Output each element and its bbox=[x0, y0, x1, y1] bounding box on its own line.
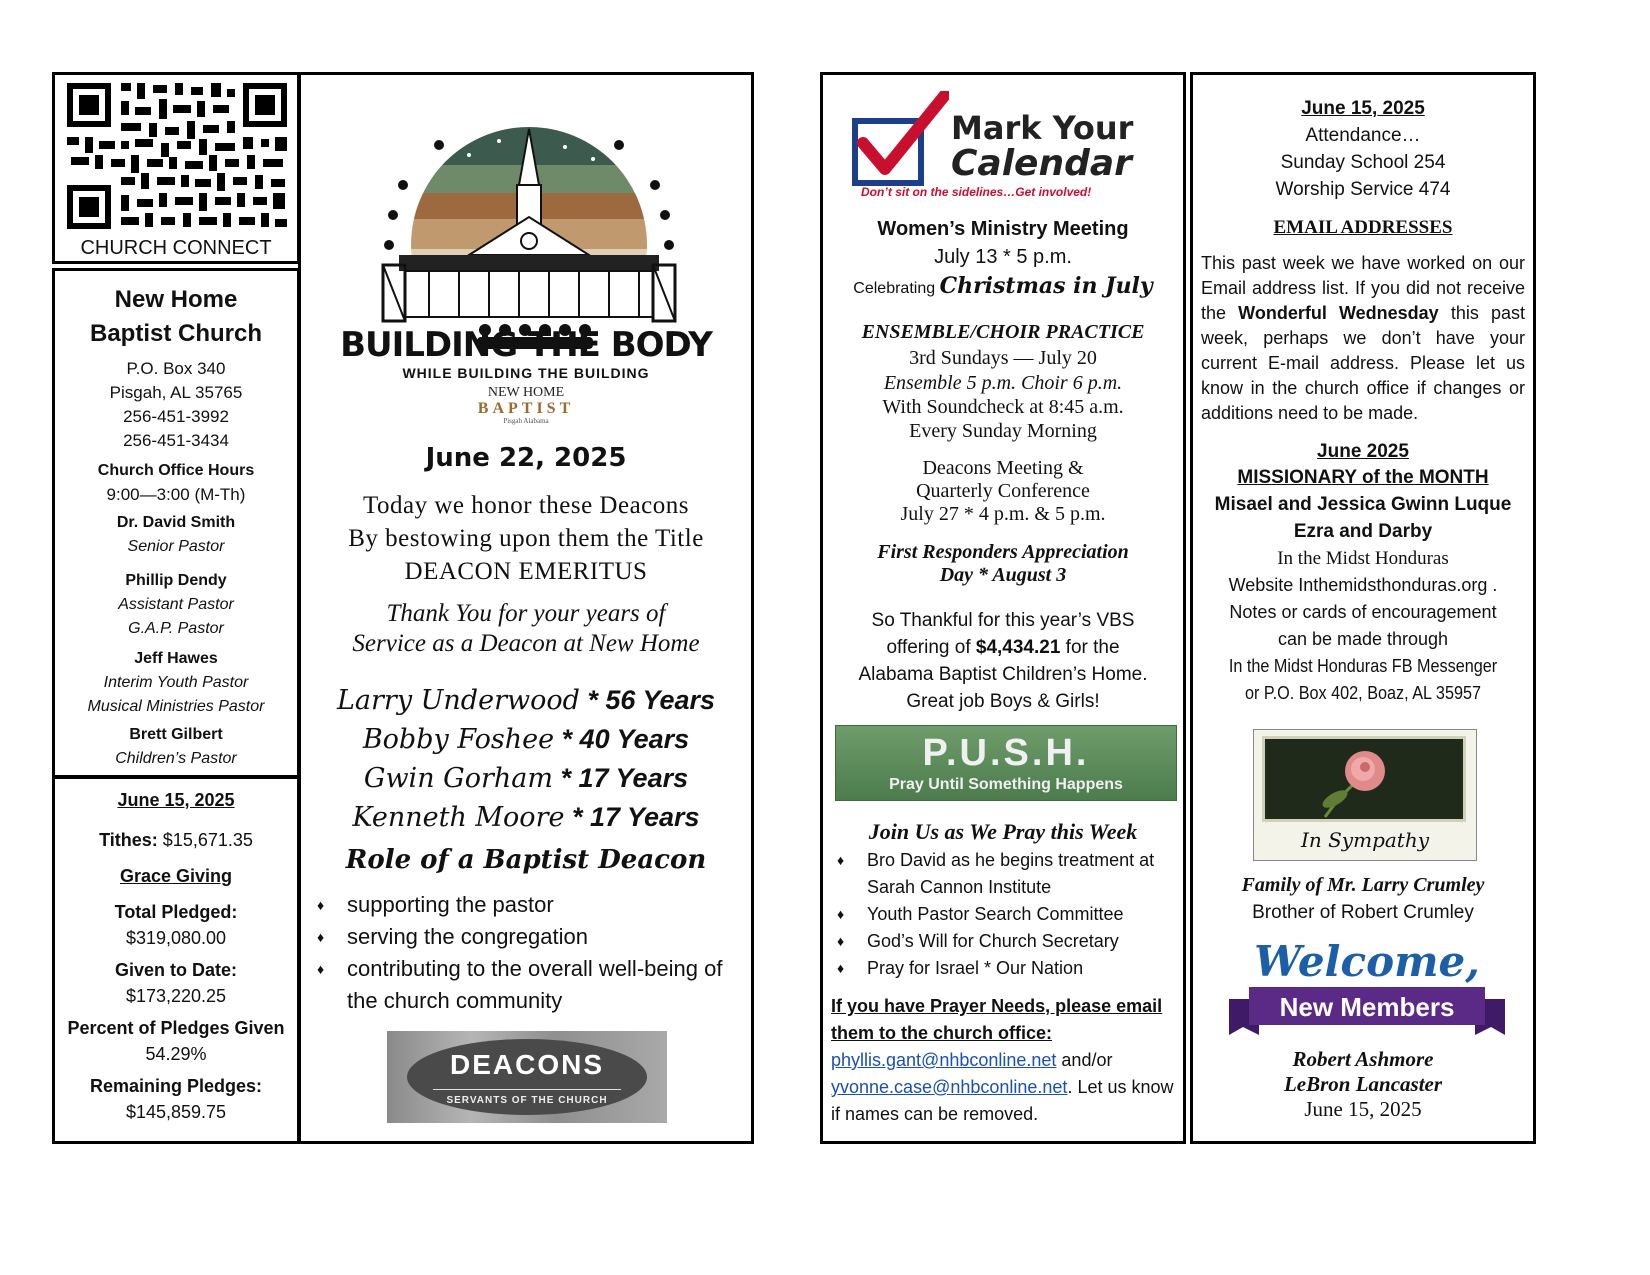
role-item: ♦ contributing to the overall well-being of the church community bbox=[309, 953, 737, 1017]
calendar-logo bbox=[841, 89, 1169, 201]
wonderful-wednesday: Wonderful Wednesday bbox=[1238, 303, 1439, 323]
staff-title: Senior Pastor bbox=[127, 538, 225, 555]
service-date: June 22, 2025 bbox=[425, 443, 627, 473]
new-home-mark bbox=[301, 385, 751, 425]
deacon-entry bbox=[301, 681, 751, 720]
staff-title: Assistant Pastor bbox=[118, 596, 234, 613]
sympathy-card bbox=[1253, 729, 1477, 861]
vbs-line: Great job Boys & Girls! bbox=[906, 691, 1100, 712]
missionary-name: Ezra and Darby bbox=[1293, 521, 1433, 542]
attendance-line: Attendance… bbox=[1305, 125, 1421, 146]
deacon-years: * 17 Years bbox=[552, 763, 689, 793]
vbs-pre: offering of bbox=[886, 637, 976, 658]
missionary-name: Misael and Jessica Gwinn Luque bbox=[1214, 494, 1512, 515]
sympathy-family: Family of Mr. Larry Crumley bbox=[1241, 874, 1485, 896]
address-line: P.O. Box 340 bbox=[126, 359, 226, 378]
staff-member bbox=[55, 569, 297, 641]
email-tail: . Let us know if names can be removed. bbox=[831, 1077, 1174, 1124]
calendar-logo-line2: Calendar bbox=[951, 143, 1132, 184]
total-pledged-label: Total Pledged: bbox=[114, 902, 238, 922]
missionary-line: Website Inthemidsthonduras.org . bbox=[1228, 575, 1498, 595]
phone-number: 256-451-3434 bbox=[123, 431, 229, 450]
missionary-contact: In the Midst Honduras FB Messenger bbox=[1228, 656, 1498, 676]
choir-line: Every Sunday Morning bbox=[909, 420, 1097, 442]
new-member-name: LeBron Lancaster bbox=[1283, 1072, 1443, 1096]
prayer-item: ♦ God’s Will for Church Secretary bbox=[829, 928, 1169, 955]
rose-image bbox=[1262, 736, 1466, 822]
deacon-name: Bobby Foshee bbox=[362, 724, 555, 755]
email-paragraph bbox=[1201, 251, 1525, 426]
attendance bbox=[1193, 95, 1533, 203]
given-label: Given to Date: bbox=[114, 960, 238, 980]
push-subtitle: Pray Until Something Happens bbox=[889, 776, 1123, 793]
missionary-line: Notes or cards of encouragement bbox=[1229, 602, 1497, 622]
welcome-graphic bbox=[1229, 937, 1505, 1041]
attendance-date: June 15, 2025 bbox=[1301, 98, 1425, 119]
percent-label: Percent of Pledges Given bbox=[67, 1018, 285, 1038]
vbs-amount: $4,434.21 bbox=[975, 637, 1061, 658]
mark-bottom: BAPTIST bbox=[477, 400, 575, 417]
prayer-needs-text: If you have Prayer Needs, please email them to the church office: bbox=[831, 996, 1163, 1043]
finances-date: June 15, 2025 bbox=[117, 790, 235, 810]
thanks-line: Service as a Deacon at New Home bbox=[352, 630, 700, 657]
vbs-line: So Thankful for this year’s VBS bbox=[871, 610, 1135, 631]
deacons-banner bbox=[387, 1031, 667, 1123]
email-text: this past week, perhaps we don’t have your current E-mail address. Please let us know in the church office if changes or additions need to be made. bbox=[1201, 303, 1525, 423]
deacons-meeting-line: July 27 * 4 p.m. & 5 p.m. bbox=[900, 503, 1106, 525]
deacon-name: Gwin Gorham bbox=[363, 763, 553, 794]
church-name-line2: Baptist Church bbox=[89, 320, 262, 347]
qr-panel bbox=[52, 72, 300, 264]
email-link-yvonne[interactable]: yvonne.case@nhbconline.net bbox=[831, 1077, 1068, 1097]
staff-title: G.A.P. Pastor bbox=[128, 620, 224, 637]
new-members bbox=[1193, 1047, 1533, 1122]
celebrating-label: Celebrating bbox=[853, 280, 940, 297]
logo-subtitle: WHILE BUILDING THE BUILDING bbox=[402, 365, 650, 381]
right-panel bbox=[1190, 72, 1536, 1144]
womens-theme: Christmas in July bbox=[939, 273, 1153, 299]
email-text: This past week we have worked on our Email address list. If you did not receive the bbox=[1201, 253, 1525, 323]
push-title: P.U.S.H. bbox=[922, 732, 1090, 774]
prayer-list bbox=[829, 847, 1169, 982]
thanks-line: Thank You for your years of bbox=[386, 600, 666, 627]
welcome-script: Welcome, bbox=[1254, 937, 1480, 986]
banner-title: DEACONS bbox=[449, 1049, 604, 1080]
remaining-value: $145,859.75 bbox=[125, 1102, 227, 1122]
honor-text bbox=[301, 489, 751, 588]
role-list bbox=[309, 889, 737, 1017]
first-responders bbox=[823, 541, 1183, 587]
tithes bbox=[55, 827, 297, 853]
mark-top: NEW HOME bbox=[487, 385, 565, 400]
staff-title: Children’s Pastor bbox=[115, 750, 237, 767]
missionary-org: In the Midst Honduras bbox=[1277, 548, 1449, 569]
staff-title: Interim Youth Pastor bbox=[103, 674, 249, 691]
grace-giving-heading: Grace Giving bbox=[119, 866, 233, 886]
attendance-line: Worship Service 474 bbox=[1275, 179, 1451, 200]
deacon-entry bbox=[301, 720, 751, 759]
honor-line: By bestowing upon them the Title bbox=[348, 525, 704, 552]
deacon-panel bbox=[298, 72, 754, 1144]
responders-line: First Responders Appreciation bbox=[877, 541, 1129, 563]
deacons-meeting-line: Deacons Meeting & bbox=[922, 457, 1084, 479]
attendance-line: Sunday School 254 bbox=[1280, 152, 1446, 173]
deacon-years: * 17 Years bbox=[564, 802, 700, 832]
choir-line: With Soundcheck at 8:45 a.m. bbox=[882, 396, 1124, 418]
deacon-years: * 40 Years bbox=[554, 724, 690, 754]
welcome-banner: New Members bbox=[1279, 992, 1455, 1022]
honor-title: DEACON EMERITUS bbox=[404, 558, 648, 585]
vbs-offering bbox=[823, 607, 1183, 715]
calendar-logo-tag: Don’t sit on the sidelines…Get involved! bbox=[861, 185, 1092, 199]
deacon-years: * 56 Years bbox=[579, 685, 716, 715]
missionary-line: can be made through bbox=[1277, 629, 1449, 649]
choir-line: 3rd Sundays — July 20 bbox=[909, 347, 1097, 369]
prayer-needs bbox=[831, 993, 1177, 1128]
womens-ministry bbox=[823, 215, 1183, 304]
prayer-item: ♦ Bro David as he begins treatment at Sarah Cannon Institute bbox=[829, 847, 1169, 901]
staff-name: Brett Gilbert bbox=[129, 726, 223, 743]
deacons-meeting bbox=[823, 457, 1183, 526]
honor-line: Today we honor these Deacons bbox=[362, 492, 690, 519]
staff-name: Jeff Hawes bbox=[134, 650, 218, 667]
missionary-heading: MISSIONARY of the MONTH bbox=[1237, 467, 1489, 488]
missionary-contact: or P.O. Box 402, Boaz, AL 35957 bbox=[1245, 683, 1481, 703]
sympathy-text bbox=[1193, 871, 1533, 927]
deacon-entry bbox=[301, 798, 751, 837]
finances-panel bbox=[52, 776, 300, 1144]
role-item: ♦ supporting the pastor bbox=[309, 889, 737, 921]
responders-line: Day * August 3 bbox=[939, 564, 1067, 586]
staff-title: Musical Ministries Pastor bbox=[87, 698, 265, 715]
percent-value: 54.29% bbox=[145, 1044, 207, 1064]
womens-title: Women’s Ministry Meeting bbox=[877, 218, 1129, 240]
church-address bbox=[55, 357, 297, 453]
and-or: and/or bbox=[1056, 1050, 1113, 1070]
vbs-line bbox=[823, 634, 1183, 661]
role-item: ♦ serving the congregation bbox=[309, 921, 737, 953]
email-heading: EMAIL ADDRESSES bbox=[1273, 217, 1453, 238]
tithes-value: $15,671.35 bbox=[157, 830, 253, 850]
deacon-list bbox=[301, 681, 751, 837]
womens-celebrating bbox=[823, 271, 1183, 304]
sympathy-caption: In Sympathy bbox=[1300, 828, 1430, 852]
staff-member bbox=[55, 511, 297, 559]
sympathy-relation: Brother of Robert Crumley bbox=[1252, 902, 1474, 923]
banner-subtitle: SERVANTS OF THE CHURCH bbox=[446, 1095, 608, 1106]
missionary-date: June 2025 bbox=[1317, 441, 1409, 462]
new-members-date: June 15, 2025 bbox=[1304, 1097, 1422, 1121]
vbs-line: Alabama Baptist Children’s Home. bbox=[858, 664, 1148, 685]
staff-name: Phillip Dendy bbox=[125, 572, 227, 589]
new-member-name: Robert Ashmore bbox=[1292, 1047, 1434, 1071]
thanks-text bbox=[301, 599, 751, 659]
banner-rule bbox=[433, 1089, 621, 1090]
tithes-label: Tithes: bbox=[99, 830, 158, 850]
choir-times: Ensemble 5 p.m. Choir 6 p.m. bbox=[883, 372, 1123, 394]
prayer-item: ♦ Pray for Israel * Our Nation bbox=[829, 955, 1169, 982]
deacon-name: Larry Underwood bbox=[336, 685, 580, 716]
total-pledged-value: $319,080.00 bbox=[125, 928, 227, 948]
choir-title: ENSEMBLE/CHOIR PRACTICE bbox=[861, 321, 1145, 343]
rose-icon bbox=[1265, 739, 1463, 819]
church-name-line1: New Home bbox=[114, 286, 238, 313]
logo-title: BUILDING THE BODY bbox=[340, 325, 712, 365]
given-value: $173,220.25 bbox=[125, 986, 227, 1006]
missionary bbox=[1193, 439, 1533, 707]
staff-member bbox=[55, 647, 297, 719]
remaining-label: Remaining Pledges: bbox=[89, 1076, 263, 1096]
role-heading: Role of a Baptist Deacon bbox=[345, 845, 707, 875]
qr-label: CHURCH CONNECT bbox=[80, 237, 272, 259]
deacon-entry bbox=[301, 759, 751, 798]
office-hours: 9:00—3:00 (M-Th) bbox=[106, 485, 246, 504]
staff-member bbox=[55, 723, 297, 771]
pray-heading: Join Us as We Pray this Week bbox=[868, 819, 1138, 844]
prayer-item: ♦ Youth Pastor Search Committee bbox=[829, 901, 1169, 928]
womens-date: July 13 * 5 p.m. bbox=[934, 246, 1072, 268]
push-banner bbox=[835, 725, 1177, 801]
checkmark-icon bbox=[849, 91, 949, 191]
qr-code[interactable] bbox=[65, 81, 289, 231]
mark-place: Pisgah Alabama bbox=[503, 417, 549, 425]
staff-name: Dr. David Smith bbox=[116, 514, 236, 531]
church-info-panel bbox=[52, 268, 300, 778]
email-link-phyllis[interactable]: phyllis.gant@nhbconline.net bbox=[831, 1050, 1057, 1070]
vbs-post: for the bbox=[1060, 637, 1120, 658]
address-line: Pisgah, AL 35765 bbox=[109, 383, 243, 402]
calendar-panel bbox=[820, 72, 1186, 1144]
deacon-name: Kenneth Moore bbox=[352, 802, 565, 833]
deacons-meeting-line: Quarterly Conference bbox=[916, 480, 1090, 502]
phone-number: 256-451-3992 bbox=[123, 407, 229, 426]
office-hours-label: Church Office Hours bbox=[97, 462, 255, 479]
calendar-logo-line1: Mark Your bbox=[951, 109, 1134, 147]
choir-practice bbox=[823, 319, 1183, 443]
